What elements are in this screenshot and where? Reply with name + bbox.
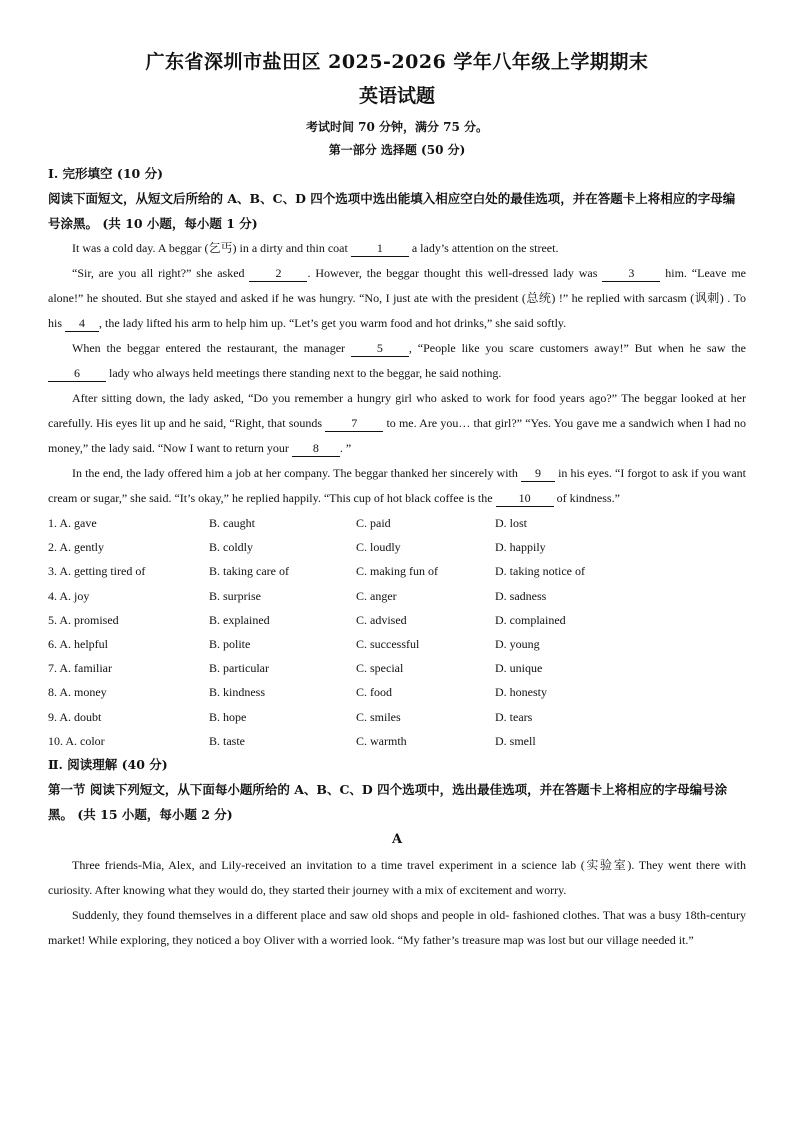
option-row-8: 8. A. money B. kindness C. food D. honesty [48, 685, 547, 700]
blank-7: 7 [325, 416, 383, 432]
option-row-2: 2. A. gently B. coldly C. loudly D. happily [48, 540, 546, 555]
part-one-title: 第一部分 选择题 (50 分) [328, 143, 466, 157]
cloze-options [48, 511, 746, 753]
reading-paragraph-2: Suddenly, they found themselves in a different place and saw old shops and people in old- fashioned clothes. That was a busy 18th-century market! While exploring, they noticed a boy Oliver with a worried look. “My father’s treasure map was lost but our village needed it.” [48, 908, 746, 948]
passage-a-label: A [391, 832, 403, 848]
cloze-paragraph-1: It was a cold day. A beggar (乞丐) in a dirty and thin coat 1 a lady’s attention on the street. [72, 241, 559, 255]
section-reading-instruction: 第一节 阅读下列短文，从下面每小题所给的 A、B、C、D 四个选项中，选出最佳选项，并在答题卡上将相应的字母编号涂黑。 (共 15 小题，每小题 2 分) [48, 782, 728, 823]
blank-2: 2 [249, 266, 307, 282]
cloze-paragraph-5: In the end, the lady offered him a job at her company. The beggar thanked her sincerely with 9 in his eyes. “I forgot to ask if you want cream or sugar,” she said. “It’s okay,” he replied happily. “This cup of hot black coffee is the 10 of kindness.” [48, 466, 746, 505]
cloze-paragraph-3: When the beggar entered the restaurant, the manager 5 , “People like you scare customers away!” But when he saw the 6 lady who always held meetings there standing next to the beggar, he said nothing. [48, 336, 746, 386]
section-cloze-heading: Ⅰ. 完形填空 (10 分) [48, 166, 163, 181]
option-row-6: 6. A. helpful B. polite C. successful D. young [48, 637, 540, 652]
blank-10: 10 [496, 491, 554, 507]
option-row-3: 3. A. getting tired of B. taking care of C. making fun of D. taking notice of [48, 564, 585, 579]
blank-4: 4 [65, 316, 99, 332]
option-row-7: 7. A. familiar B. particular C. special D. unique [48, 661, 543, 676]
option-row-4: 4. A. joy B. surprise C. anger D. sadness [48, 588, 547, 603]
exam-page [48, 46, 746, 953]
cloze-paragraph-4: After sitting down, the lady asked, “Do you remember a hungry girl who asked to work for food years ago?” The beggar looked at her carefully. His eyes lit up and he said, “Right, that sounds 7 to me. Are you… that girl?” “Yes. You gave me a sandwich when I had no money,” the lady said. “Now I want to return your 8 . ” [48, 391, 746, 455]
blank-6: 6 [48, 366, 106, 382]
option-row-1: 1. A. gave B. caught C. paid D. lost [48, 516, 528, 530]
blank-8: 8 [292, 441, 340, 457]
cloze-paragraph-2: “Sir, are you all right?” she asked 2 . However, the beggar thought this well-dressed lady was 3 him. “Leave me alone!” he shouted. But she stayed and asked if he was hungry. “No, I just ate with the president (总统) !” he replied with sarcasm (讽刺) . To his 4 , the lady lifted his arm to help him up. “Let’s get you warm food and hot drinks,” she said softly. [48, 266, 746, 330]
exam-title: 广东省深圳市盐田区 2025-2026 学年八年级上学期期末 [145, 51, 649, 73]
option-row-9: 9. A. doubt B. hope C. smiles D. tears [48, 709, 533, 724]
exam-subtitle: 英语试题 [358, 85, 435, 107]
exam-time-note: 考试时间 70 分钟，满分 75 分。 [305, 120, 489, 134]
section-reading-heading: Ⅱ. 阅读理解 (40 分) [48, 757, 168, 773]
blank-1: 1 [351, 241, 409, 257]
option-row-5: 5. A. promised B. explained C. advised D. complained [48, 612, 566, 627]
reading-paragraph-1: Three friends-Mia, Alex, and Lily-received an invitation to a time travel experiment in a science lab (实验室). They went there with curiosity. After knowing what they would do, they started their journey with a mix of excitement and worry. [48, 858, 746, 898]
option-row-10: 10. A. color B. taste C. warmth D. smell [48, 733, 536, 748]
blank-9: 9 [521, 466, 555, 482]
blank-3: 3 [602, 266, 660, 282]
blank-5: 5 [351, 341, 409, 357]
section-cloze-instruction: 阅读下面短文，从短文后所给的 A、B、C、D 四个选项中选出能填入相应空白处的最佳选项，并在答题卡上将相应的字母编号涂黑。 (共 10 小题，每小题 1 分) [48, 191, 736, 231]
